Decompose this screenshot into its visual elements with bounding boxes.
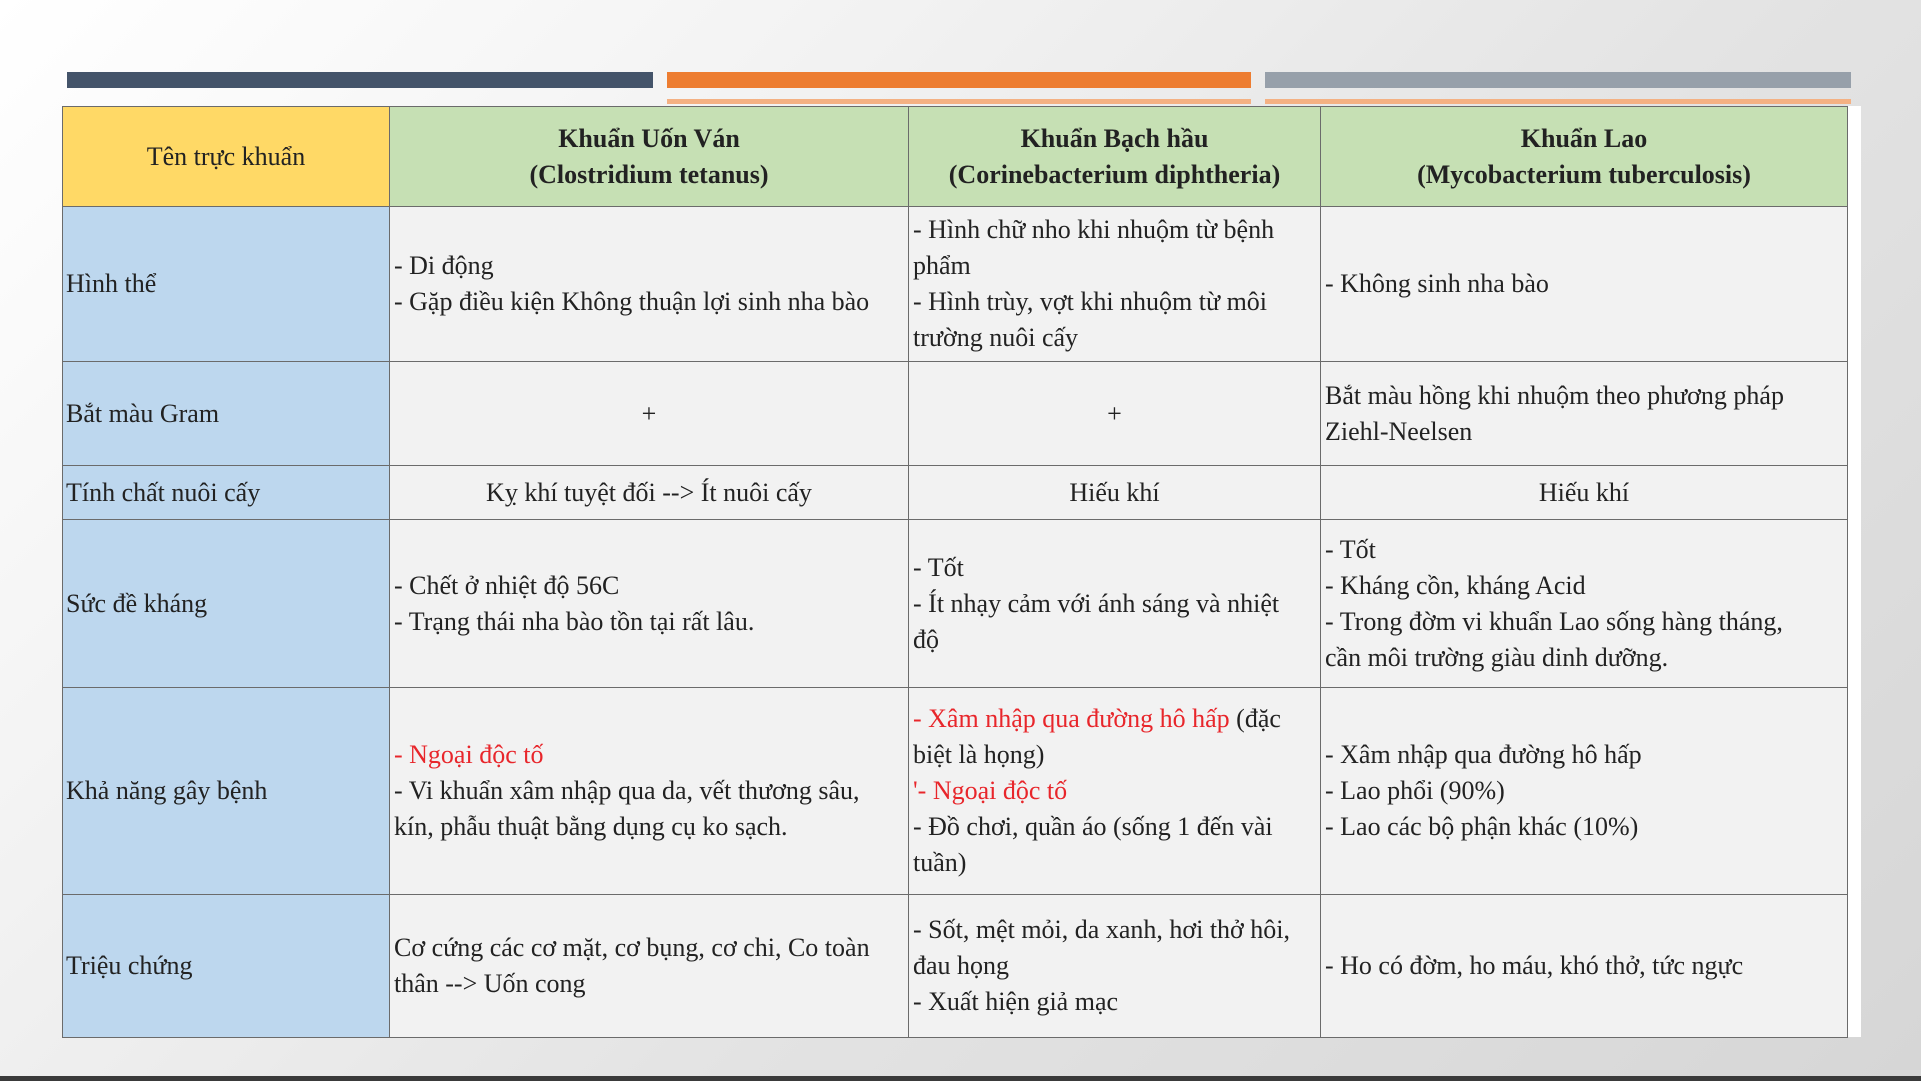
row-label-pathogenicity: Khả năng gây bệnh — [63, 688, 390, 895]
cell-diphtheria: - Xâm nhập qua đường hô hấp (đặc biệt là họng) '- Ngoại độc tố - Đồ chơi, quần áo (sống 1 đến vài tuần) — [909, 688, 1321, 895]
cell-tetanus: - Di động - Gặp điều kiện Không thuận lợi sinh nha bào — [390, 207, 909, 362]
cell-diphtheria: - Hình chữ nho khi nhuộm từ bệnh phẩm - Hình trùy, vợt khi nhuộm từ môi trường nuôi cấy — [909, 207, 1321, 362]
accent-bar-orange — [667, 72, 1251, 88]
header-col-diphtheria: Khuẩn Bạch hầu (Corinebacterium diphtheria) — [909, 107, 1321, 207]
table-row — [63, 895, 1848, 1038]
row-label-symptoms: Triệu chứng — [63, 895, 390, 1038]
table-row — [63, 688, 1848, 895]
cell-diphtheria: - Sốt, mệt mỏi, da xanh, hơi thở hôi, đau họng - Xuất hiện giả mạc — [909, 895, 1321, 1038]
row-label-culture: Tính chất nuôi cấy — [63, 466, 390, 520]
cell-diphtheria: - Tốt - Ít nhạy cảm với ánh sáng và nhiệt độ — [909, 520, 1321, 688]
cell-diphtheria: + — [909, 362, 1321, 466]
cell-tuberculosis: Hiếu khí — [1321, 466, 1848, 520]
row-label-morphology: Hình thể — [63, 207, 390, 362]
cell-tuberculosis: - Tốt - Kháng cồn, kháng Acid - Trong đờm vi khuẩn Lao sống hàng tháng, cần môi trường giàu dinh dưỡng. — [1321, 520, 1848, 688]
cell-tetanus: Kỵ khí tuyệt đối --> Ít nuôi cấy — [390, 466, 909, 520]
cell-tetanus: - Ngoại độc tố - Vi khuẩn xâm nhập qua da, vết thương sâu, kín, phẫu thuật bằng dụng cụ ko sạch. — [390, 688, 909, 895]
accent-bar-gray — [1265, 72, 1851, 88]
accent-line-orange-2 — [1265, 99, 1851, 104]
bacteria-comparison-table — [62, 106, 1848, 1038]
cell-tuberculosis: - Xâm nhập qua đường hô hấp - Lao phổi (90%) - Lao các bộ phận khác (10%) — [1321, 688, 1848, 895]
red-highlight-text: - Xâm nhập qua đường hô hấp — [913, 704, 1230, 733]
header-col-tuberculosis: Khuẩn Lao (Mycobacterium tuberculosis) — [1321, 107, 1848, 207]
table-row — [63, 466, 1848, 520]
table-row — [63, 207, 1848, 362]
red-highlight-text: - Ngoại độc tố — [394, 740, 544, 769]
bottom-border-strip — [0, 1076, 1921, 1081]
accent-line-orange — [667, 99, 1251, 104]
cell-tuberculosis: - Ho có đờm, ho máu, khó thở, tức ngực — [1321, 895, 1848, 1038]
cell-tetanus: + — [390, 362, 909, 466]
cell-tuberculosis: - Không sinh nha bào — [1321, 207, 1848, 362]
cell-tetanus: - Chết ở nhiệt độ 56C - Trạng thái nha bào tồn tại rất lâu. — [390, 520, 909, 688]
cell-tetanus: Cơ cứng các cơ mặt, cơ bụng, cơ chi, Co toàn thân --> Uốn cong — [390, 895, 909, 1038]
red-highlight-text: '- Ngoại độc tố — [913, 776, 1068, 805]
table-header-row — [63, 107, 1848, 207]
row-label-gram-stain: Bắt màu Gram — [63, 362, 390, 466]
row-label-resistance: Sức đề kháng — [63, 520, 390, 688]
cell-diphtheria: Hiếu khí — [909, 466, 1321, 520]
table-row — [63, 362, 1848, 466]
table-row — [63, 520, 1848, 688]
header-col-tetanus: Khuẩn Uốn Ván (Clostridium tetanus) — [390, 107, 909, 207]
comparison-table-container — [62, 106, 1861, 1037]
cell-tuberculosis: Bắt màu hồng khi nhuộm theo phương pháp Ziehl-Neelsen — [1321, 362, 1848, 466]
accent-bar-dark — [67, 72, 653, 88]
header-corner-cell: Tên trực khuẩn — [63, 107, 390, 207]
